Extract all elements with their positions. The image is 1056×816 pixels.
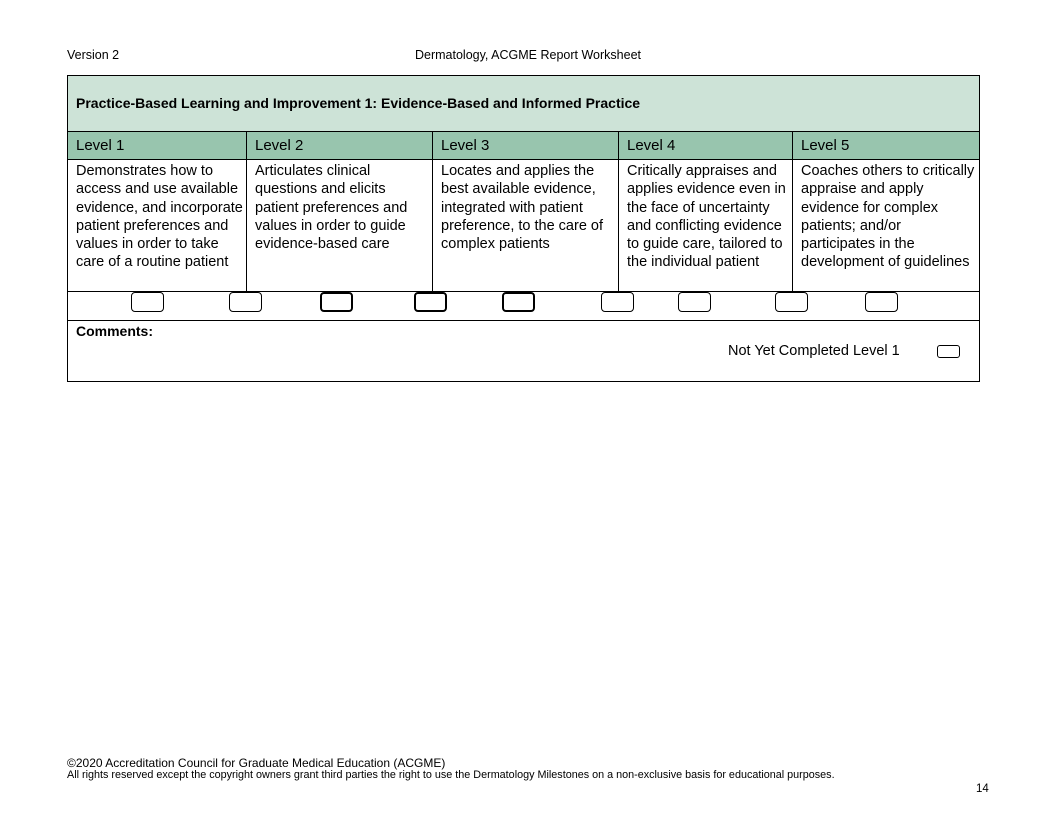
rating-checkbox-level-1-2[interactable]: [229, 292, 262, 312]
level-1-description-cell: [68, 160, 247, 292]
not-yet-completed-checkbox[interactable]: [937, 345, 960, 358]
rating-checkbox-level-2-3[interactable]: [414, 292, 447, 312]
rating-checkbox-level-3-4[interactable]: [601, 292, 634, 312]
rating-checkbox-level-2[interactable]: [320, 292, 353, 312]
level-3-description-cell: [433, 160, 619, 292]
column-divider: [618, 132, 619, 292]
level-2-description-cell: [247, 160, 433, 292]
level-5-description: Coaches others to critically appraise and apply evidence for complex patients; and/or participates in the development of guidelines: [801, 163, 975, 271]
level-2-header: [247, 132, 433, 160]
column-divider: [792, 132, 793, 292]
level-3-label: Level 3: [441, 137, 490, 154]
header-title: Dermatology, ACGME Report Worksheet: [414, 48, 641, 62]
milestone-rating-row: [68, 292, 979, 321]
level-1-label: Level 1: [76, 137, 125, 154]
milestone-title: Practice-Based Learning and Improvement 1: Evidence-Based and Informed Practice: [76, 95, 641, 111]
footer-copyright: ©2020 Accreditation Council for Graduate Medical Education (ACGME): [67, 756, 446, 770]
level-1-header: [68, 132, 247, 160]
comments-label: Comments:: [76, 323, 154, 339]
header-version: Version 2: [67, 48, 120, 62]
column-divider: [432, 132, 433, 292]
rating-checkbox-level-1[interactable]: [131, 292, 164, 312]
level-3-header: [433, 132, 619, 160]
milestone-table: [67, 75, 980, 382]
rating-checkbox-level-4[interactable]: [678, 292, 711, 312]
level-4-description-cell: [619, 160, 793, 292]
level-5-label: Level 5: [801, 137, 850, 154]
level-2-label: Level 2: [255, 137, 304, 154]
level-5-header: [793, 132, 979, 160]
milestone-title-row: [68, 76, 979, 132]
level-4-description: Critically appraises and applies evidence even in the face of uncertainty and conflicting evidence to guide care, tailored to the individual patient: [627, 163, 786, 271]
rating-checkbox-level-4-5[interactable]: [775, 292, 808, 312]
level-4-label: Level 4: [627, 137, 676, 154]
page-number: 14: [976, 783, 989, 795]
level-1-description: Demonstrates how to access and use available evidence, and incorporate patient preferences and values in order to take care of a routine patient: [76, 163, 243, 271]
rating-checkbox-level-5[interactable]: [865, 292, 898, 312]
not-yet-completed-label: Not Yet Completed Level 1: [728, 343, 900, 359]
footer-rights: All rights reserved except the copyright owners grant third parties the right to use the Dermatology Milestones on a non-exclusive basis for educational purposes.: [67, 769, 835, 781]
rating-checkbox-level-3[interactable]: [502, 292, 535, 312]
level-2-description: Articulates clinical questions and elicits patient preferences and values in order to guide evidence-based care: [255, 163, 408, 253]
level-4-header: [619, 132, 793, 160]
level-5-description-cell: [793, 160, 979, 292]
level-3-description: Locates and applies the best available evidence, integrated with patient preference, to the care of complex patients: [441, 163, 604, 253]
column-divider: [246, 132, 247, 292]
